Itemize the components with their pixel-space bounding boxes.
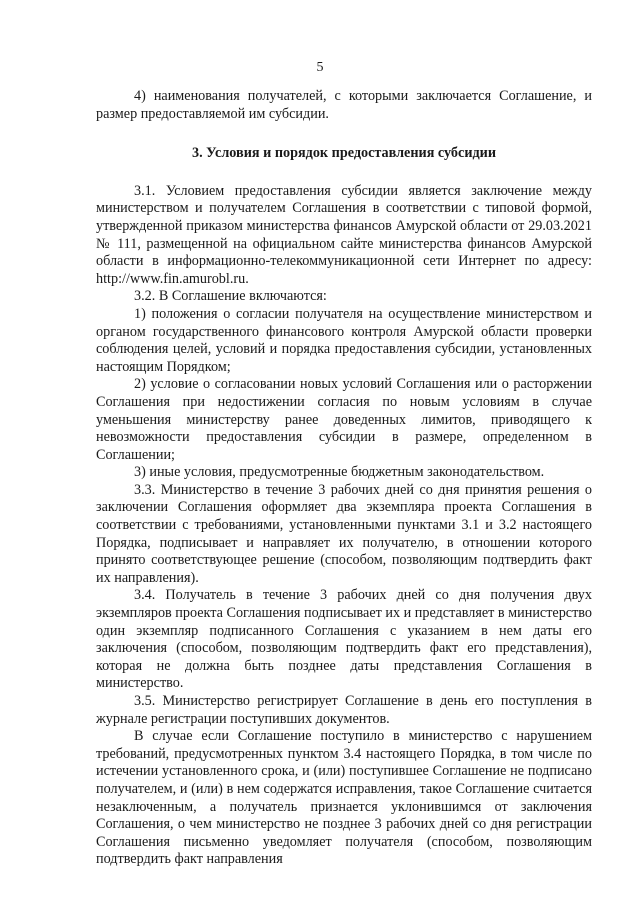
paragraph-3-5-continued: В случае если Соглашение поступило в министерство с нарушением требований, предусмотренных пунктом 3.4 настоящего Порядка, в том числе по истечении установленного срока, и (или) поступившее Соглашение не подписано получателем, и (или) в нем содержатся исправления, такое Соглашение считается незаключенным, а получатель признается уклонившимся от заключения Соглашения, о чем министерство не позднее 3 рабочих дней со дня регистрации Соглашения письменно уведомляет получателя (способом, позволяющим подтвердить факт направления [96, 728, 592, 868]
paragraph-3-3: 3.3. Министерство в течение 3 рабочих дней со дня принятия решения о заключении Соглашения оформляет два экземпляра проекта Соглашения в соответствии с требованиями, установленными пунктами 3.1 и 3.2 настоящего Порядка, подписывает и направляет их получателю, в отношении которого принято соответствующее решение (способом, позволяющим подтвердить факт их направления). [96, 481, 592, 586]
page-number: 5 [316, 60, 324, 75]
paragraph-3-5: 3.5. Министерство регистрирует Соглашение в день его поступления в журнале регистрации поступивших документов. [96, 693, 592, 727]
paragraph: 4) наименования получателей, с которыми заключается Соглашение, и размер предоставляемой им субсидии. [96, 88, 592, 122]
document-body [96, 88, 592, 869]
list-item-2: 2) условие о согласовании новых условий Соглашения или о расторжении Соглашения при недостижении согласия по новым условиям в случае уменьшения министерству ранее доведенных лимитов, приводящего к невозможности предоставления субсидии в размере, определенном в Соглашении; [96, 376, 592, 463]
list-item-1: 1) положения о согласии получателя на осуществление министерством и органом государственного финансового контроля Амурской области проверки соблюдения целей, условий и порядка предоставления субсидии, установленных настоящим Порядком; [96, 305, 592, 375]
paragraph-3-4: 3.4. Получатель в течение 3 рабочих дней со дня получения двух экземпляров проекта Соглашения подписывает их и представляет в министерство один экземпляр подписанного Соглашения с указанием в нем даты его заключения (способом, позволяющим подтвердить факт его представления), которая не должна быть позднее даты представления Соглашения в министерство. [96, 587, 592, 692]
paragraph-3-1: 3.1. Условием предоставления субсидии является заключение между министерством и получателем Соглашения в соответствии с типовой формой, утвержденной приказом министерства финансов Амурской области от 29.03.2021 № 111, размещенной на официальном сайте министерства финансов Амурской области в информационно-телекоммуникационной сети Интернет по адресу: http://www.fin.amurobl.ru. [96, 182, 592, 287]
paragraph-3-2: 3.2. В Соглашение включаются: [134, 288, 327, 305]
section-heading: 3. Условия и порядок предоставления субсидии [191, 145, 497, 162]
list-item-3: 3) иные условия, предусмотренные бюджетным законодательством. [134, 464, 545, 481]
